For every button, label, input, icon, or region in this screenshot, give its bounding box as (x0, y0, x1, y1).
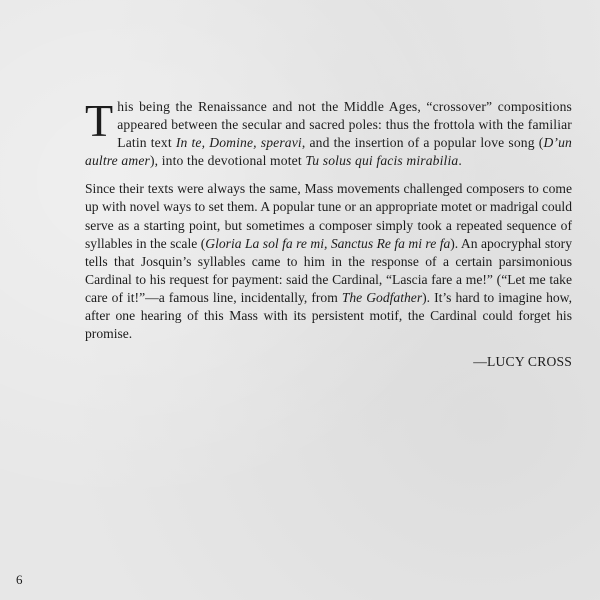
paragraph-2-text-2: ). An apocryphal story tells that Josquin’s syllables came to him in the response of a certain parsimonious Cardinal to his request for payment: said the Cardinal, “Lascia fare a me!” (“Let me take care of it!”—a famous line, incidentally, from (85, 235, 573, 305)
title-dun-aultre-amer: D’un aultre amer (85, 135, 572, 169)
paragraph-1 (85, 95, 572, 170)
author-signature: —LUCY CROSS (473, 354, 572, 370)
paragraph-1-text-1: his being the Renaissance and not the Middle Ages, “crossover” compositions appeared between the secular and sacred poles: thus the frottola with the familiar Latin text (117, 99, 572, 151)
paragraph-1-text-2: , and the insertion of a popular love song ( (301, 135, 544, 151)
drop-cap: T (85, 95, 114, 146)
essay-text (85, 95, 573, 371)
paragraph-2-text-1: Since their texts were always the same, Mass movements challenged composers to come up with novel ways to set them. A popular tune or an appropriate motet or madrigal could serve as a starting point, but sometimes a composer simply took a repeated sequence of syllables in the scale ( (85, 181, 572, 251)
paragraph-1-text-3: ), into the devotional motet (149, 153, 306, 169)
page-number: 6 (16, 572, 23, 587)
title-in-te-domine: In te, Domine, speravi (175, 135, 302, 151)
paragraph-2-text-3: ). It’s hard to imagine how, after one hearing of this Mass with its persistent motif, the Cardinal could forget his promise. (85, 289, 573, 342)
paragraph-1-text-4: . (458, 153, 462, 169)
paragraph-2 (85, 180, 572, 343)
title-the-godfather: The Godfather (341, 289, 423, 305)
title-tu-solus: Tu solus qui facis mirabilia (305, 153, 459, 169)
title-gloria-sanctus: Gloria La sol fa re mi, Sanctus Re fa mi re fa (205, 235, 451, 251)
